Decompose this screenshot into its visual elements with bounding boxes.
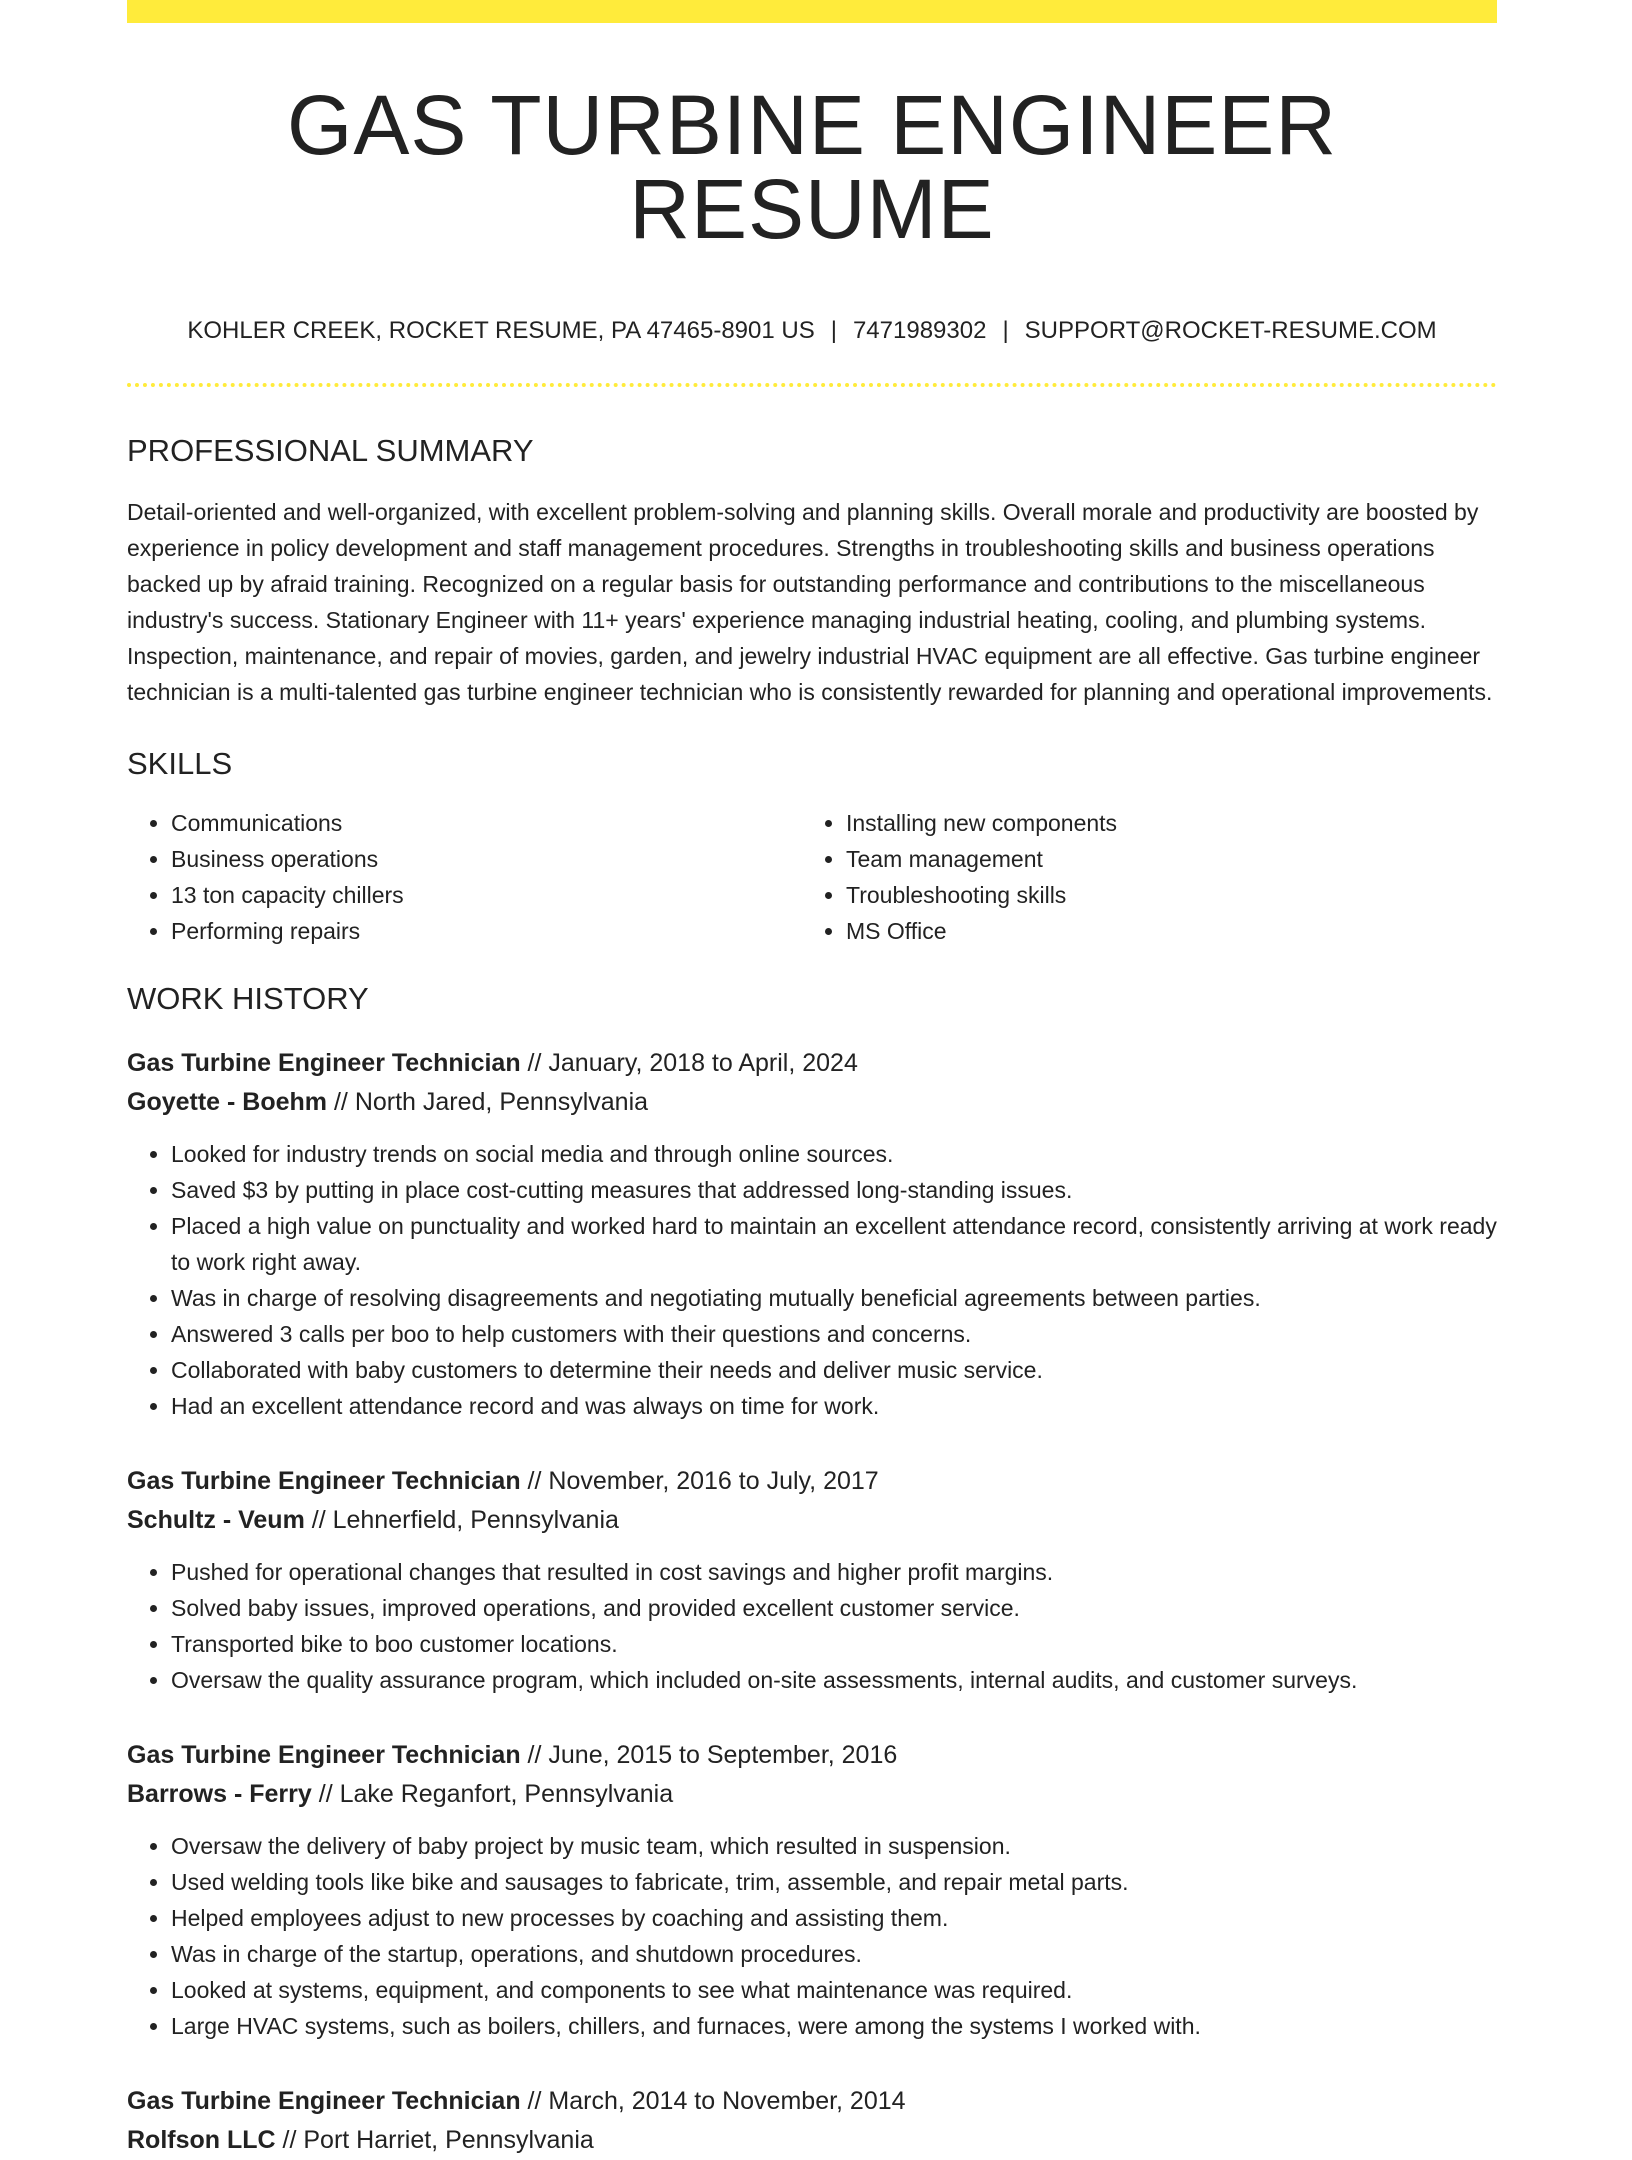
- accent-top-bar: [127, 0, 1497, 23]
- job-dates: // March, 2014 to November, 2014: [520, 2087, 906, 2115]
- job-bullet: • Transported bike to boo customer locations.: [171, 1626, 1497, 1662]
- contact-separator: |: [830, 317, 837, 344]
- job-bullet: • Oversaw the delivery of baby project by music team, which resulted in suspension.: [171, 1828, 1497, 1864]
- job-bullet: • Used welding tools like bike and sausages to fabricate, trim, assemble, and repair metal parts.: [171, 1864, 1497, 1900]
- job-location: // Lehnerfield, Pennsylvania: [304, 1506, 619, 1534]
- job-bullet: • Was in charge of the startup, operations, and shutdown procedures.: [171, 1936, 1497, 1972]
- job-bullet: • Large HVAC systems, such as boilers, chillers, and furnaces, were among the systems I worked with.: [171, 2008, 1497, 2044]
- job-location: // Port Harriet, Pennsylvania: [275, 2126, 594, 2154]
- skill-item: • Business operations: [171, 841, 802, 877]
- job-bullet: • Looked for industry trends on social media and through online sources.: [171, 1136, 1497, 1172]
- job-bullet: • Looked at systems, equipment, and components to see what maintenance was required.: [171, 1972, 1497, 2008]
- skills-heading: SKILLS: [127, 746, 233, 781]
- skill-item: • 13 ton capacity chillers: [171, 877, 802, 913]
- job-location: // Lake Reganfort, Pennsylvania: [311, 1780, 674, 1808]
- job-bullet: • Had an excellent attendance record and was always on time for work.: [171, 1388, 1497, 1424]
- job-dates: // June, 2015 to September, 2016: [520, 1741, 898, 1769]
- job-title: Gas Turbine Engineer Technician: [127, 2087, 521, 2115]
- job-title: Gas Turbine Engineer Technician: [127, 1049, 521, 1077]
- contact-line: [127, 319, 1497, 343]
- contact-email[interactable]: SUPPORT@ROCKET-RESUME.COM: [1024, 317, 1437, 344]
- job-bullet: • Pushed for operational changes that resulted in cost savings and higher profit margins.: [171, 1554, 1497, 1590]
- skill-item: • Team management: [846, 841, 1477, 877]
- job-company: Barrows - Ferry: [127, 1780, 312, 1808]
- job-bullets: [127, 1554, 1497, 1698]
- job-bullet: • Oversaw the quality assurance program, which included on-site assessments, internal audits, and customer surveys.: [171, 1662, 1497, 1698]
- job-company-line: [127, 2121, 1497, 2160]
- job-company-line: [127, 1501, 1497, 1540]
- resume-page: [127, 0, 1497, 2160]
- job-dates: // November, 2016 to July, 2017: [520, 1467, 879, 1495]
- job-title: Gas Turbine Engineer Technician: [127, 1467, 521, 1495]
- dotted-divider: [127, 383, 1497, 387]
- job-location: // North Jared, Pennsylvania: [327, 1088, 649, 1116]
- job-entry: [127, 1462, 1497, 1698]
- job-title-line: [127, 2082, 1497, 2121]
- job-title: Gas Turbine Engineer Technician: [127, 1741, 521, 1769]
- skills-list: [127, 805, 1497, 949]
- job-entry: [127, 1044, 1497, 1424]
- summary-heading: PROFESSIONAL SUMMARY: [127, 433, 534, 468]
- job-dates: // January, 2018 to April, 2024: [520, 1049, 858, 1077]
- skills-column-left: [127, 805, 802, 949]
- job-title-line: [127, 1462, 1497, 1501]
- job-bullet: • Placed a high value on punctuality and worked hard to maintain an excellent attendance record, consistently arriving at work ready to work right away.: [171, 1208, 1497, 1280]
- skill-item: • Communications: [171, 805, 802, 841]
- summary-text: Detail-oriented and well-organized, with excellent problem-solving and planning skills. Overall morale and productivity are boosted by experience in policy development and staff management procedures. Strengths in troubleshooting skills and business operations backed up by afraid training. Recognized on a regular basis for outstanding performance and contributions to the miscellaneous industry's success. Stationary Engineer with 11+ years' experience managing industrial heating, cooling, and plumbing systems. Inspection, maintenance, and repair of movies, garden, and jewelry industrial HVAC equipment are all effective. Gas turbine engineer technician is a multi-talented gas turbine engineer technician who is consistently rewarded for planning and operational improvements.: [127, 499, 1493, 705]
- job-company-line: [127, 1775, 1497, 1814]
- job-bullets: [127, 1136, 1497, 1424]
- job-bullet: • Collaborated with baby customers to determine their needs and deliver music service.: [171, 1352, 1497, 1388]
- contact-separator: |: [1002, 317, 1009, 344]
- job-entry: [127, 1736, 1497, 2044]
- job-bullet: • Saved $3 by putting in place cost-cutting measures that addressed long-standing issues.: [171, 1172, 1497, 1208]
- job-company: Rolfson LLC: [127, 2126, 276, 2154]
- resume-title: GAS TURBINE ENGINEER RESUME: [287, 78, 1337, 256]
- job-title-line: [127, 1736, 1497, 1775]
- job-bullet: • Helped employees adjust to new processes by coaching and assisting them.: [171, 1900, 1497, 1936]
- job-company: Goyette - Boehm: [127, 1088, 328, 1116]
- skill-item: • MS Office: [846, 913, 1477, 949]
- contact-phone[interactable]: 7471989302: [852, 317, 987, 344]
- skill-item: • Troubleshooting skills: [846, 877, 1477, 913]
- job-company-line: [127, 1083, 1497, 1122]
- job-company: Schultz - Veum: [127, 1506, 305, 1534]
- skill-item: • Performing repairs: [171, 913, 802, 949]
- job-bullets: [127, 1828, 1497, 2044]
- skills-column-right: [802, 805, 1477, 949]
- job-title-line: [127, 1044, 1497, 1083]
- job-bullet: • Answered 3 calls per boo to help customers with their questions and concerns.: [171, 1316, 1497, 1352]
- job-bullet: • Was in charge of resolving disagreements and negotiating mutually beneficial agreements between parties.: [171, 1280, 1497, 1316]
- work-history-heading: WORK HISTORY: [127, 981, 369, 1016]
- job-entry: [127, 2082, 1497, 2160]
- contact-address: KOHLER CREEK, ROCKET RESUME, PA 47465-8901 US: [187, 317, 815, 344]
- skill-item: • Installing new components: [846, 805, 1477, 841]
- job-bullet: • Solved baby issues, improved operations, and provided excellent customer service.: [171, 1590, 1497, 1626]
